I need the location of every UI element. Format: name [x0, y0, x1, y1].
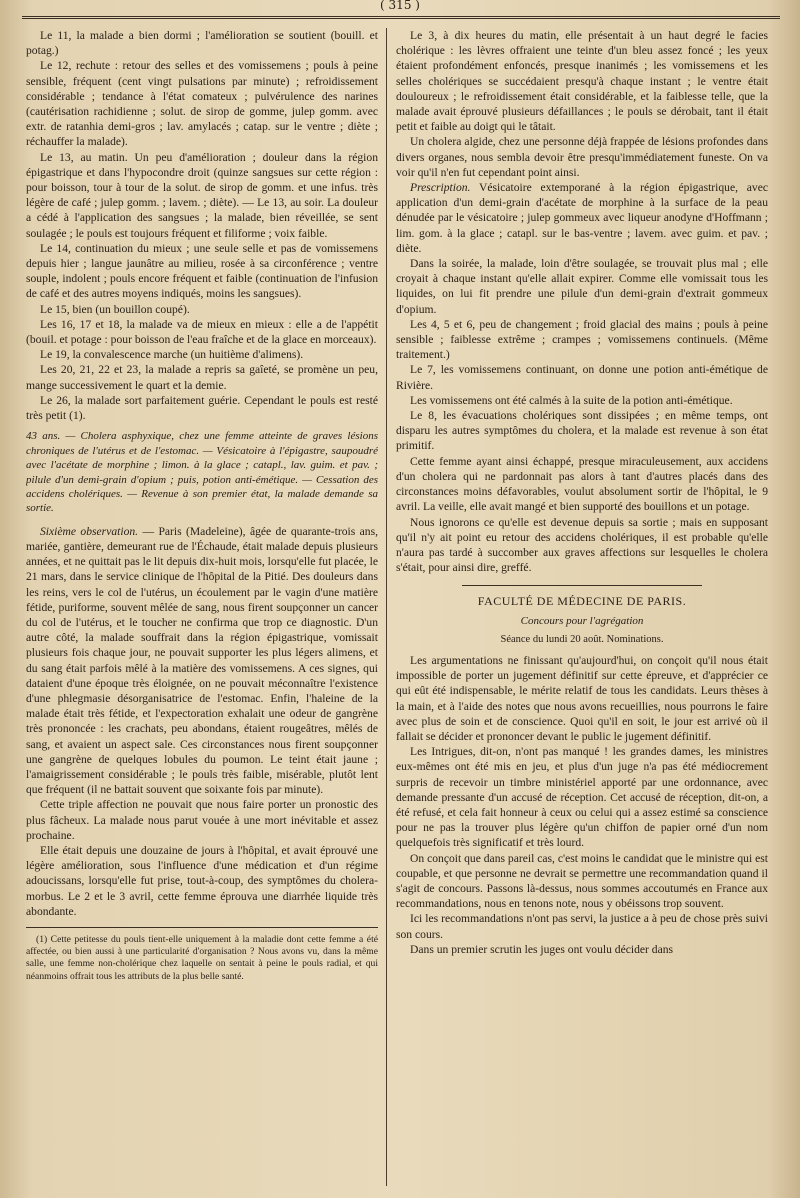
paragraph: Le 13, au matin. Un peu d'amélioration ; douleur dans la région épigastrique et dans l'hypocondre droit (quinze sangsues sur cette région : pour boisson, tour à tour de la solut. de sirop de gomm. et une infus. très légère de café ; julep gomm. ; lavem. ; diète). — Le 13, au soir. La douleur a cédé à l'application des sangsues ; la malade, bien réveillée, se sent soulagée ; le pouls est toujours fréquent et filiforme ; voix faible.: [26, 150, 378, 240]
footnote-rule: [26, 927, 378, 928]
left-column: [26, 28, 378, 1188]
section-title: FACULTÉ DE MÉDECINE DE PARIS.: [477, 594, 687, 609]
left-paragraphs-a: [26, 28, 378, 423]
column-divider: [386, 28, 387, 1186]
observation-text: — Paris (Madeleine), âgée de quarante-trois ans, mariée, gantière, demeurant rue de l'Échaude, était malade depuis plusieurs années, et ne quittait pas le lit depuis dix-huit mois, lorsqu'elle fut placée, le 21 mars, dans le service clinique de l'hôpital de la Pitié. Des douleurs dans les reins, vers le col de l'utérus, un écoulement par le vagin d'une matière fétide, puriforme, souvent mêlée de sang, nous firent soupçonner un cancer du col de l'utérus, et le toucher ne confirma que trop ce diagnostic. D'un autre côté, la malade souffrait dans la région épigastrique, vomissait plusieurs fois chaque jour, ne pouvait supporter les plus légers alimens, et du sang était parfois mêlé à la matière des vomissemens. A ces signes, qui dataient d'une époque très éloignée, on ne pouvait méconnaître l'existence d'une phlegmasie désorganisatrice de l'estomac. Enfin, l'haleine de la malade était très fétide, et l'expectoration exhalait une odeur de gangrène très prononcée : les crachats, peu abondans, étaient rougeâtres, mêlés de sang, et avaient un aspect sale. Ces circonstances nous firent soupçonner une gangrène de quelques lobules du poumon. Le teint était jaune ; l'amaigrissement considérable ; le pouls très faible, misérable, plutôt lent que fréquent (il ne battait souvent que soixante fois par minute).: [26, 524, 378, 797]
case-summary: 43 ans. — Cholera asphyxique, chez une femme atteinte de graves lésions chroniques de l'utérus et de l'estomac. — Vésicatoire à l'épigastre, saupoudré avec l'acétate de morphine ; limon. à la glace ; catapl., lav. guim. et pav. ; pilule d'un demi-grain d'opium ; puis, potion anti-émétique. — Cessation des accidens cholériques. — Revenue à son premier état, la malade demande sa sortie.: [26, 430, 378, 515]
right-column: [396, 28, 768, 1188]
page-number: ( 315 ): [380, 0, 420, 12]
paragraph: Les vomissemens ont été calmés à la suite de la potion anti-émétique.: [410, 393, 733, 407]
observation-paragraph: [26, 524, 378, 798]
prescription-label: Prescription.: [410, 181, 471, 195]
section-date: Séance du lundi 20 août. Nominations.: [500, 633, 664, 645]
paragraph: Le 8, les évacuations cholériques sont dissipées ; en même temps, ont disparu les autres symptômes du cholera, et la malade est revenue à son état primitif.: [396, 409, 768, 453]
paragraph: Les 20, 21, 22 et 23, la malade a repris sa gaîeté, se promène un peu, mange successivement le quart et la demie.: [26, 363, 378, 392]
paragraph: Les Intrigues, dit-on, n'ont pas manqué ! les grandes dames, les ministres eux-mêmes ont été mis en jeu, et plus d'un juge n'a pas été médiocrement surpris de recevoir un timbre ministériel apporté par une ordonnance, avec demande pressante d'un accusé de réception. Cet accusé de réception, dit-on, a été refusé, et cela fait honneur à ceux ou celui qui a assez estimé sa conscience pour ne pas la trouver plus légère qu'un chiffon de papier orné d'un nom quelquefois très significatif et très lourd.: [396, 745, 768, 850]
paragraph: On conçoit que dans pareil cas, c'est moins le candidat que le ministre qui est coupable, et que personne ne devrait se permettre une recommandation quand il s'agit de concours. Passons là-dessus, nous sommes accoutumés en France aux recommandations, nous en tenons note, nous y obéissons trop souvent.: [396, 851, 768, 911]
paragraph: Dans un premier scrutin les juges ont voulu décider dans: [410, 942, 674, 956]
paragraph: Les 16, 17 et 18, la malade va de mieux en mieux : elle a de l'appétit (bouil. et potage : pour boisson de l'eau fraîche et de la glace en morceaux).: [26, 317, 378, 347]
paragraph: Le 12, rechute : retour des selles et des vomissemens ; pouls à peine sensible, fréquent (cent vingt pulsations par minute) ; refroidissement considérable ; tendance à l'état comateux ; pulvérulence des narines (cautérisation rachidienne ; solut. de sirop de gomme, julep gomm. avec extr. de ratanhia demi-gros ; lav. amylacés ; catap. sur le ventre ; diète ; réchauffer la malade).: [26, 59, 378, 149]
paragraph: Elle était depuis une douzaine de jours à l'hôpital, et avait éprouvé une légère amélioration, sous l'influence d'une médication et d'un régime adoucissans, lorsqu'elle fut prise, tout-à-coup, des symptômes du cholera-morbus. Le 2 et le 3 avril, cette femme éprouva une diarrhée liquide très abondante.: [26, 843, 378, 918]
paragraph: Les 4, 5 et 6, peu de changement ; froid glacial des mains ; pouls à peine sensible ; faiblesse extrême ; crampes ; vomissemens continuels. (Même traitement.): [396, 317, 768, 362]
paragraph: Le 11, la malade a bien dormi ; l'amélioration se soutient (bouill. et potag.): [26, 29, 378, 58]
prescription-text: Vésicatoire extemporané à la région épigastrique, avec application d'un demi-grain d'acétate de morphine à la surface de la peau dénudée par le vésicatoire ; julep gommeux avec liqueur anodyne d'Hoffmann ; lim. gom. à la glace ; catapl. sur le bas-ventre ; lavem. avec guim. et pav. ; diète.: [396, 181, 768, 255]
paragraph: Le 14, continuation du mieux ; une seule selle et pas de vomissemens depuis hier ; langue jaunâtre au milieu, rosée à sa circonférence ; ventre souple, indolent ; pouls encore fréquent et faible (continuation de l'infusion de café et des autres moyens indiqués, moins les sangsues).: [26, 241, 378, 301]
section-separator: [462, 585, 702, 586]
observation-label: Sixième observation.: [40, 524, 139, 538]
paragraph: Le 3, à dix heures du matin, elle présentait à un haut degré le facies cholérique : les lèvres offraient une teinte d'un bleu assez foncé ; les yeux étaient profondément enfoncés, presque inanimés ; les vomissemens et les selles cholériques se succédaient presqu'à chaque instant ; le ventre était douloureux ; le refroidissement était considérable, et la faiblesse telle, que la malade avait éprouvé plusieurs défaillances ; le pouls se dérobait, tant il était petit et faible au doigt qui le tâtait.: [396, 29, 768, 134]
top-rule: [22, 16, 780, 19]
section-subtitle: Concours pour l'agrégation: [520, 614, 644, 627]
paragraph: Le 7, les vomissemens continuant, on donne une potion anti-émétique de Rivière.: [396, 363, 768, 392]
paragraph: Dans la soirée, la malade, loin d'être soulagée, se trouvait plus mal ; elle croyait à chaque instant qu'elle allait expirer. Comme elle vomissait tous les liquides, on lui fit prendre une pilule d'un demi-grain d'extrait gommeux d'opium.: [396, 257, 768, 316]
paragraph: Le 15, bien (un bouillon coupé).: [40, 302, 190, 316]
paragraph: Le 19, la convalescence marche (un huitième d'alimens).: [40, 348, 304, 362]
paragraph: Un cholera algide, chez une personne déjà frappée de lésions profondes dans divers organes, nous sembla devoir être presqu'immédiatement funeste. On va voir qu'il n'en fut cependant point ainsi.: [396, 135, 768, 179]
paragraph: Les argumentations ne finissant qu'aujourd'hui, on conçoit qu'il nous était impossible de porter un jugement définitif sur cette épreuve, et d'apprécier ce qui eût été indispensable, le mérite relatif de tous les candidats. Leurs thèses à la main, et à l'aide des notes que nous avons recueillies, nous pourrons le faire avec plus de soin et de conscience. Quoi qu'il en soit, le jour est arrivé où il fallait se décider et prononcer devant le public le jugement définitif.: [396, 653, 768, 743]
paragraph: Nous ignorons ce qu'elle est devenue depuis sa sortie ; mais en supposant qu'il n'y ait point eu retour des accidens cholériques, il est probable qu'elle n'aura pas tardé à succomber aux graves affections sur lesquelles le cholera s'était, pour ainsi dire, greffé.: [396, 515, 768, 575]
paragraph: Cette femme ayant ainsi échappé, presque miraculeusement, aux accidens d'un cholera qui ne pardonnait pas alors à tant d'autres placés dans des circonstances moins défavorables, voulut absolument sortir de l'hôpital, le 9 avril. La veille, elle avait mangé et bien supporté des bouillons et un potage.: [396, 454, 768, 514]
paragraph: Cette triple affection ne pouvait que nous faire porter un pronostic des plus fâcheux. La malade nous parut vouée à une mort inévitable et assez prochaine.: [26, 798, 378, 842]
prescription-paragraph: [396, 180, 768, 256]
paragraph: Le 26, la malade sort parfaitement guérie. Cependant le pouls est resté très petit (1).: [26, 393, 378, 423]
paragraph: Ici les recommandations n'ont pas servi, la justice a à peu de chose près suivi son cours.: [396, 912, 768, 941]
footnote: (1) Cette petitesse du pouls tient-elle uniquement à la maladie dont cette femme a été affectée, ou bien aussi à une particularité d'organisation ? Nous avons vu, dans la même salle, une femme non-cholérique chez laquelle on sentait à peine le pouls radial, et qui néanmoins offrait tous les attributs de la plus belle santé.: [26, 934, 378, 982]
